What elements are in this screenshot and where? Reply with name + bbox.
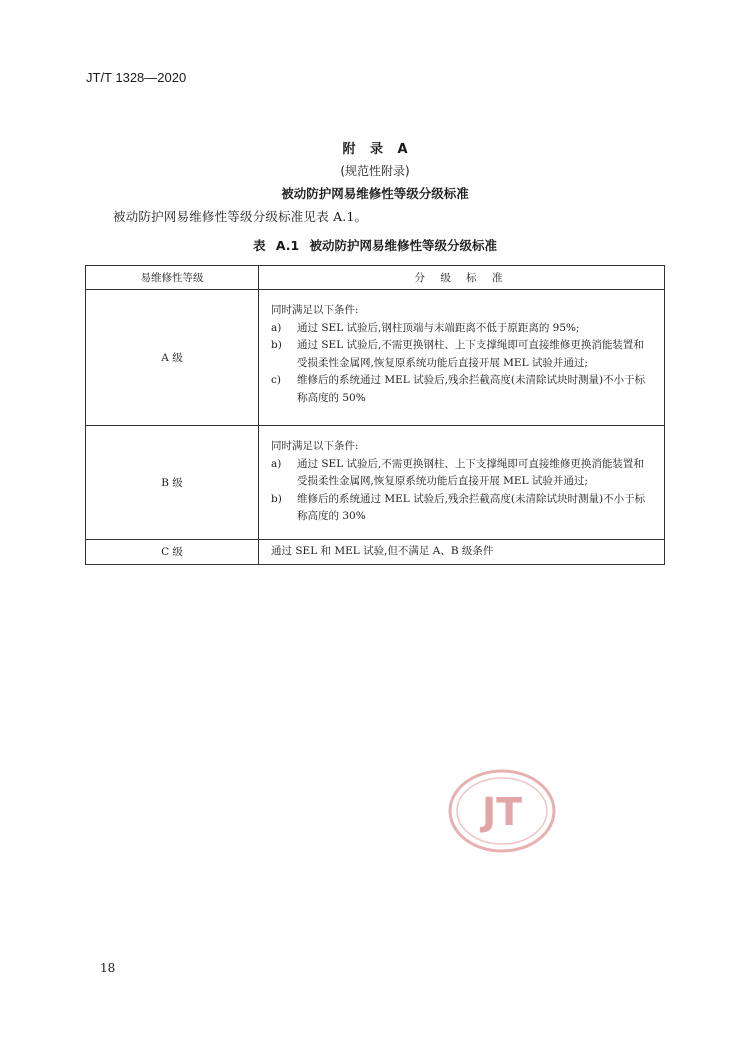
item-text: 维修后的系统通过 MEL 试验后,残余拦截高度(未清除试块时测量)不小于标称高度的 50%: [297, 374, 646, 404]
header-criteria: 分 级 标 准: [259, 266, 665, 290]
table-caption: 表 A.1 被动防护网易维修性等级分级标准: [252, 238, 498, 253]
level-cell: A 级: [86, 290, 259, 426]
grading-table: [85, 265, 665, 565]
table-row: [86, 540, 665, 565]
criteria-lead: 同时满足以下条件:: [271, 304, 359, 316]
appendix-title: 附 录 A: [342, 142, 408, 157]
appendix-name: 被动防护网易维修性等级分级标准: [281, 186, 469, 201]
item-label: c): [271, 374, 281, 386]
item-text: 通过 SEL 试验后,不需更换钢柱、上下支撑绳即可直接维修更换消能装置和受损柔性金属网,恢复原系统功能后直接开展 MEL 试验并通过;: [297, 339, 644, 369]
level-cell: B 级: [86, 426, 259, 540]
intro-paragraph: 被动防护网易维修性等级分级标准见表 A.1。: [113, 209, 368, 224]
item-text: 维修后的系统通过 MEL 试验后,残余拦截高度(未清除试块时测量)不小于标称高度的 30%: [297, 492, 646, 522]
item-label: b): [271, 492, 282, 505]
item-label: a): [271, 457, 282, 470]
criteria-item: [271, 372, 652, 407]
criteria-item: [271, 320, 652, 338]
criteria-lead: 同时满足以下条件:: [271, 440, 359, 452]
criteria-item: [271, 337, 652, 372]
item-text: 通过 SEL 试验后,钢柱顶端与末端距离不低于原距离的 95%;: [297, 321, 580, 334]
item-label: b): [271, 339, 282, 351]
standard-number: JT/T 1328—2020: [86, 70, 187, 85]
level-cell: C 级: [86, 540, 259, 565]
item-label: a): [271, 321, 282, 334]
table-row: [86, 426, 665, 540]
jt-logo-watermark-icon: [448, 769, 556, 853]
item-text: 通过 SEL 试验后,不需更换钢柱、上下支撑绳即可直接维修更换消能装置和受损柔性金属网,恢复原系统功能后直接开展 MEL 试验并通过;: [297, 457, 644, 487]
criteria-item: [271, 456, 652, 491]
criteria-item: [271, 491, 652, 526]
criteria-cell: [259, 426, 665, 540]
header-level: 易维修性等级: [86, 266, 259, 290]
appendix-type: (规范性附录): [340, 164, 410, 178]
criteria-cell: [259, 290, 665, 426]
criteria-cell: 通过 SEL 和 MEL 试验,但不满足 A、B 级条件: [259, 540, 665, 565]
table-row: [86, 290, 665, 426]
watermark-text: JT: [481, 790, 523, 834]
page-number: 18: [100, 961, 116, 975]
table-header-row: [86, 266, 665, 290]
